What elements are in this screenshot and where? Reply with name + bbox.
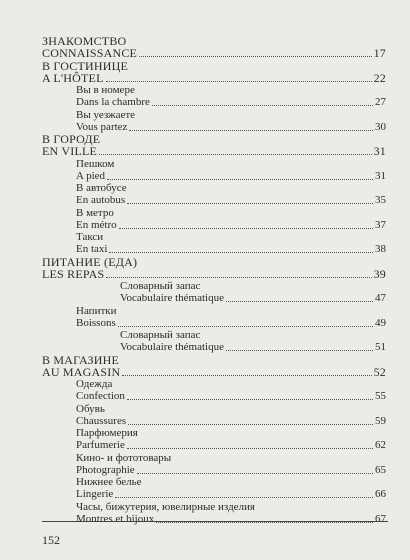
toc-entry-page: 31 (373, 144, 386, 159)
dot-leader (226, 350, 373, 351)
toc-entry-title: Photographie (76, 463, 135, 476)
toc-entry-title: В метро (76, 206, 114, 219)
dot-leader (226, 301, 373, 302)
toc-entry-title: A L'HÔTEL (42, 70, 104, 85)
toc-entry-title: ЗНАКОМСТВО (42, 34, 127, 48)
toc-entry-title: Vocabulaire thématique (120, 292, 224, 305)
toc-entry-title: Обувь (76, 402, 105, 415)
dot-leader (127, 399, 373, 400)
toc-entry-title: Словарный запас (120, 280, 201, 292)
toc-entry-title: Вы в номере (76, 84, 135, 96)
dot-leader (128, 424, 373, 425)
dot-leader (99, 154, 372, 155)
toc-entry-title: Нижнее белье (76, 476, 142, 488)
toc-entry-title: En taxi (76, 243, 108, 256)
dot-leader (109, 252, 373, 253)
dot-leader (106, 81, 372, 82)
toc-entry-page: 31 (375, 169, 386, 182)
toc-entry-page: 66 (375, 488, 386, 501)
toc-entry-title: Vous partez (76, 120, 128, 133)
toc-entry-title: Parfumerie (76, 439, 125, 452)
toc-entry-title: CONNAISSANCE (42, 46, 138, 61)
toc-entry-title: Lingerie (76, 488, 114, 501)
dot-leader (118, 326, 373, 327)
toc-entry-title: Dans la chambre (76, 96, 150, 109)
toc-entry-page: 17 (373, 46, 386, 61)
toc-entry-title: LES REPAS (42, 266, 105, 281)
toc-entry-title: Парфюмерия (76, 427, 138, 439)
dot-leader (106, 277, 371, 278)
toc-entry-page: 51 (375, 341, 386, 354)
dot-leader (139, 56, 372, 57)
toc-entry (76, 512, 386, 526)
toc-entry-title: Такси (76, 231, 104, 243)
dot-leader (107, 179, 373, 180)
toc-entry-title: Одежда (76, 378, 113, 390)
toc-entry-title: Montres et bijoux (76, 512, 155, 525)
toc-entry-page: 59 (375, 414, 386, 427)
toc-entry-page: 52 (373, 364, 386, 379)
toc-entry-page: 30 (375, 120, 386, 133)
toc-entry-title: Confection (76, 390, 125, 403)
toc-entry-title: EN VILLE (42, 144, 98, 159)
toc-entry-title: AU MAGASIN (42, 364, 121, 379)
toc-entry-title: A pied (76, 169, 106, 182)
toc-entry-page: 65 (375, 463, 386, 476)
toc-entry-title: В автобусе (76, 182, 127, 194)
dot-leader (119, 228, 373, 229)
toc-entry-title: Chaussures (76, 414, 127, 427)
toc-entry-page: 49 (375, 316, 386, 329)
toc-entry-title: В ГОРОДЕ (42, 132, 101, 146)
toc-entry-title: Часы, бижутерия, ювелирные изделия (76, 500, 255, 513)
toc-entry-page: 39 (373, 266, 386, 281)
dot-leader (115, 497, 373, 498)
toc-entry-page: 47 (375, 292, 386, 305)
dot-leader (127, 448, 373, 449)
toc-entry-title: En autobus (76, 194, 126, 207)
toc-entry-title: Напитки (76, 304, 117, 317)
toc-entry-title: Вы уезжаете (76, 108, 136, 121)
toc-entry-page: 27 (375, 96, 386, 109)
dot-leader (127, 203, 373, 204)
page-number: 152 (42, 533, 60, 547)
toc-entry-page: 22 (373, 70, 386, 85)
toc-entry-title: В МАГАЗИНЕ (42, 352, 120, 367)
toc-entry-title: En métro (76, 218, 117, 231)
toc-entry-page: 38 (375, 243, 386, 256)
toc-entry-title: Кино- и фототовары (76, 451, 172, 464)
toc-entry-title: Boissons (76, 316, 116, 329)
dot-leader (129, 130, 373, 131)
toc-entry-page: 37 (375, 218, 386, 231)
toc-entry-title: ПИТАНИЕ (ЕДА) (42, 254, 138, 269)
toc-entry-page: 35 (375, 194, 386, 207)
footer-rule (42, 521, 388, 522)
toc-entry-page: 67 (375, 512, 386, 525)
toc-entry-title: Пешком (76, 157, 115, 170)
dot-leader (122, 375, 371, 376)
dot-leader (152, 105, 373, 106)
toc-entry-page: 62 (375, 439, 386, 452)
toc-entry-title: Vocabulaire thématique (120, 341, 224, 354)
toc-entry-title: Словарный запас (120, 329, 201, 341)
toc-entry-title: В ГОСТИНИЦЕ (42, 58, 128, 73)
dot-leader (137, 473, 373, 474)
toc-entry-page: 55 (375, 390, 386, 403)
